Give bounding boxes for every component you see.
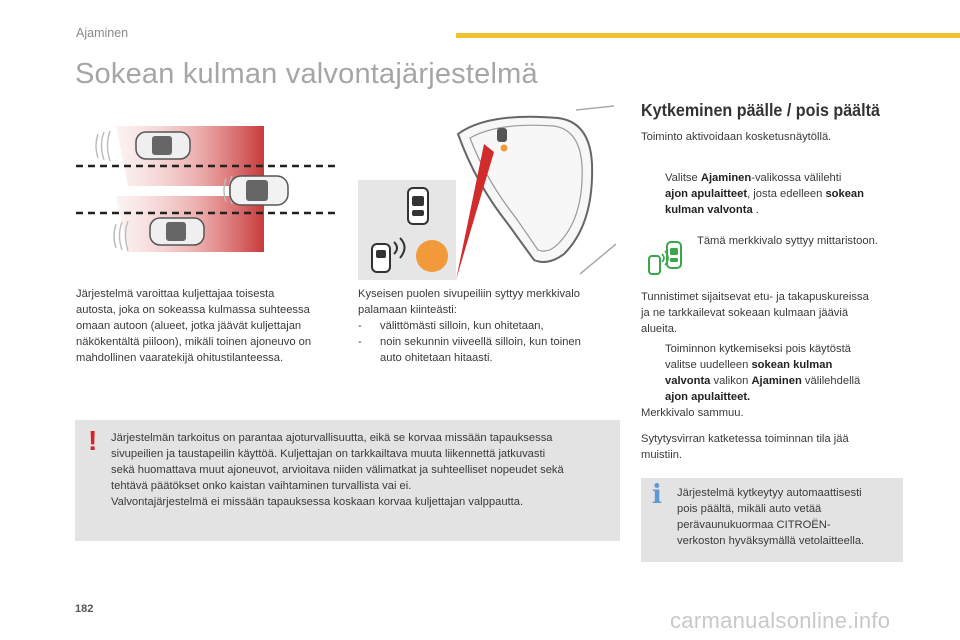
info-text: Järjestelmä kytkeytyy automaattisesti pois päältä, mikäli auto vetää perävaunukuormaa CITROËN- verkoston hyväksymällä vetolaitteella.	[677, 487, 865, 547]
lamp-text: Tämä merkkivalo syttyy mittaristoon.	[697, 235, 878, 247]
blind-spot-road-illustration	[76, 118, 338, 268]
list-item: - välittömästi silloin, kun ohitetaan,	[358, 320, 544, 332]
car-lower-icon	[150, 218, 204, 245]
warning-text: Järjestelmän tarkoitus on parantaa ajoturvallisuutta, eikä se korvaa missään tapauksessa sivupeilien ja taustapeilin käyttöä. Kuljettajan on tarkkailtava muuta liikennettä jatkuvasti sekä huomattava muut ajoneuvot, arvioitava niiden välimatkat ja suhteelliset nopeudet sekä tehtävä päätökset onko kaistan vaihtaminen turvallista vai ei. Valvontajärjestelmä ei missään tapauksessa koskaan korvaa kuljettajan valppautta.	[111, 432, 564, 508]
intro-text: Toiminto aktivoidaan kosketusnäytöllä.	[641, 131, 832, 143]
mirror-indicator-illustration	[358, 104, 616, 280]
section-heading: Kytkeminen päälle / pois päältä	[641, 100, 880, 120]
step-deactivate: Toiminnon kytkemiseksi pois käytöstä valitse uudelleen sokean kulman valvonta valikon Ajaminen välilehdellä ajon apulaitteet. Merkkivalo sammuu.	[641, 343, 861, 419]
step-activate: Valitse Ajaminen-valikossa välilehti ajon apulaitteet, josta edelleen sokean kulman valvonta .	[665, 172, 864, 216]
warning-icon: !	[88, 425, 98, 456]
orange-warning-light	[416, 240, 448, 272]
page-number: 182	[75, 603, 94, 615]
car-upper-icon	[136, 132, 190, 159]
page-title: Sokean kulman valvontajärjestelmä	[75, 58, 538, 90]
section-label: Ajaminen	[76, 26, 129, 40]
blind-spot-dashboard-icon	[645, 238, 687, 276]
header-accent-bar	[456, 33, 960, 38]
memory-text: Sytytysvirran katketessa toiminnan tila jää muistiin.	[641, 433, 849, 461]
sensors-text: Tunnistimet sijaitsevat etu- ja takapuskureissa ja ne tarkkailevat sokeaan kulmaan jääviä alueita.	[641, 291, 869, 335]
middle-column-text: Kyseisen puolen sivupeiliin syttyy merkkivalo palamaan kiinteästi: - välittömästi silloin, kun ohitetaan, - noin sekunnin viiveellä silloin, kun toinen auto ohitetaan hitaasti.	[358, 286, 620, 366]
watermark: carmanualsonline.info	[670, 608, 891, 633]
left-column-text: Järjestelmä varoittaa kuljettajaa toisesta autosta, joka on sokeassa kulmassa suhteessa omaan autoon (alueet, jotka jäävät kuljettajan näkökentältä piiloon), mikäli toinen ajoneuvo on mahdollinen vaaratekijä ohitustilanteessa.	[76, 288, 312, 364]
car-own-icon	[230, 176, 288, 205]
list-item: - noin sekunnin viiveellä silloin, kun toinen	[358, 336, 581, 348]
info-icon: i	[652, 480, 662, 510]
